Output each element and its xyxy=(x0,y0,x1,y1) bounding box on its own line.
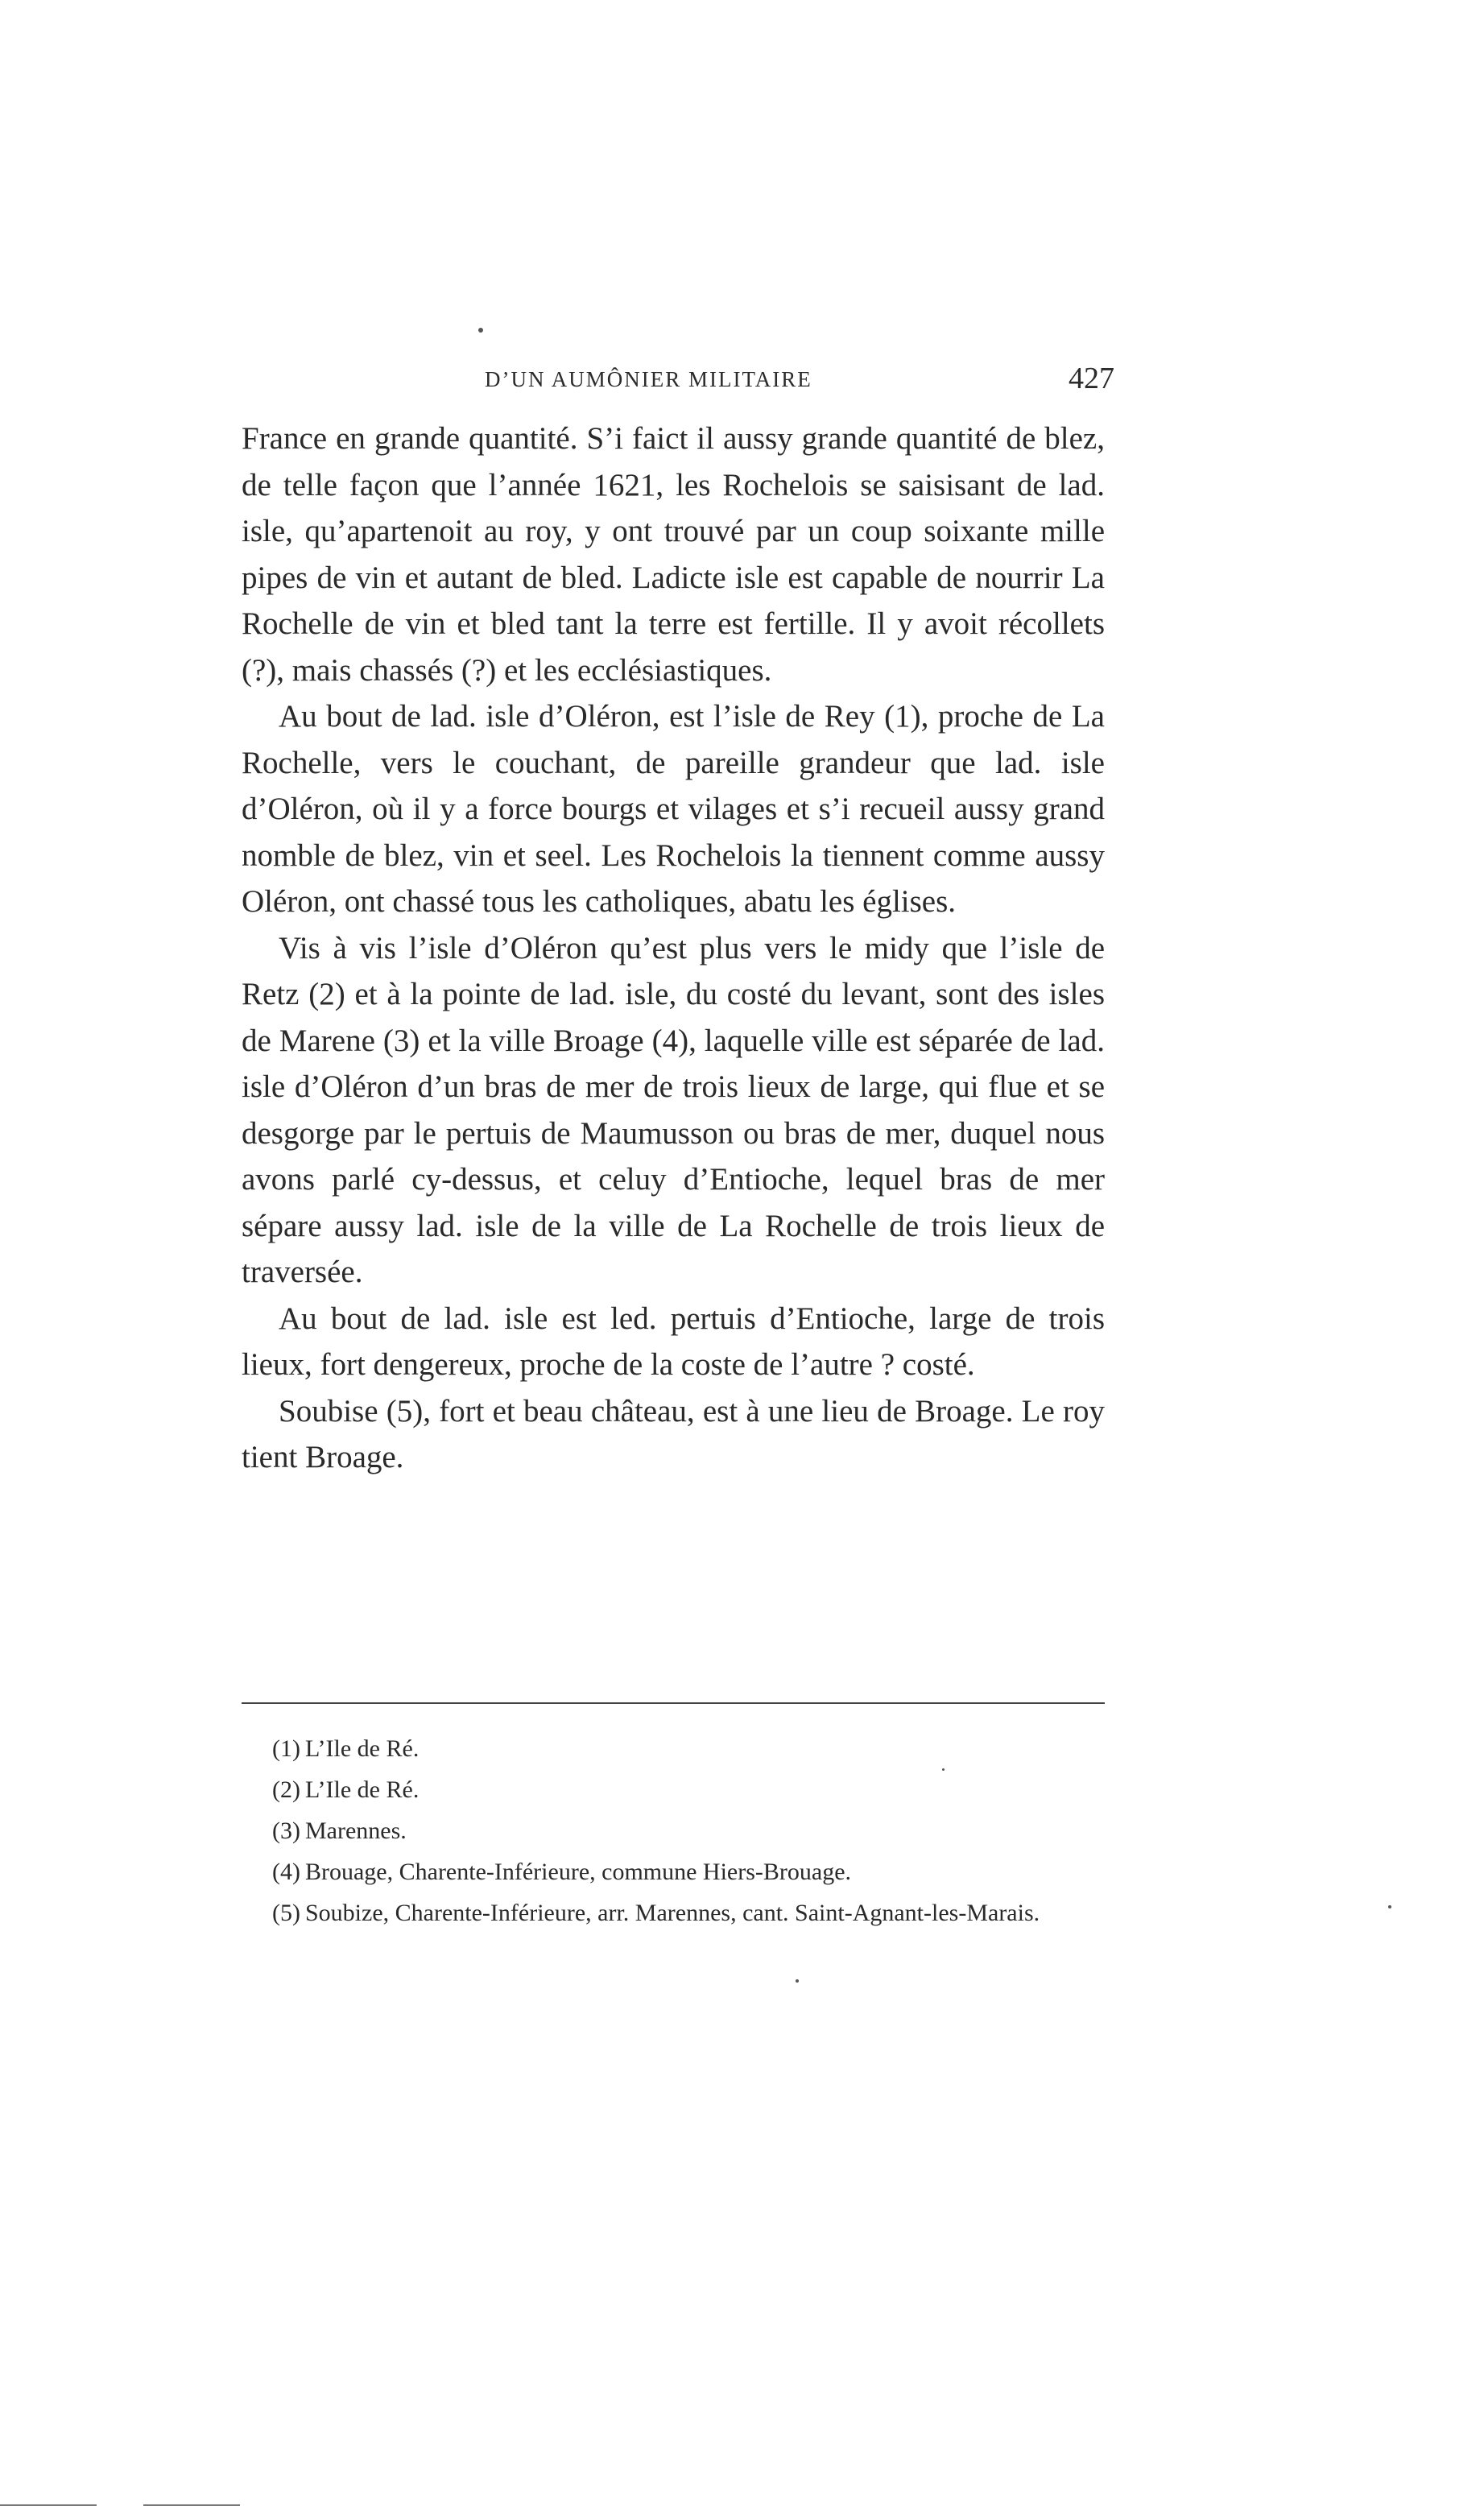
footnote-mark: (3) xyxy=(272,1817,300,1844)
footnote xyxy=(242,1810,1105,1851)
footnote-text: Marennes. xyxy=(304,1817,407,1844)
footnote-mark: (5) xyxy=(272,1900,300,1926)
footnote-text: L’Ile de Ré. xyxy=(304,1776,420,1803)
page-number: 427 xyxy=(1069,362,1114,395)
footnote xyxy=(242,1728,1105,1769)
paragraph: Au bout de lad. isle est led. pertuis d’Entioche, large de trois lieux, fort dengereux, proche de la coste de l’autre ? costé. xyxy=(242,1300,1105,1382)
scan-speck xyxy=(478,328,483,333)
scan-edge-line xyxy=(143,2504,240,2506)
footnotes xyxy=(242,1728,1105,1933)
footnote-mark: (2) xyxy=(272,1776,300,1803)
scan-speck xyxy=(796,1979,799,1983)
footnote-mark: (1) xyxy=(272,1735,300,1762)
footnote xyxy=(242,1851,1105,1892)
paragraph: Soubise (5), fort et beau château, est à une lieu de Broage. Le roy tient Broage. xyxy=(242,1393,1105,1474)
footnote-text: L’Ile de Ré. xyxy=(304,1735,420,1762)
footnote xyxy=(242,1892,1105,1933)
footnote-text: Brouage, Charente-Inférieure, commune Hiers-Brouage. xyxy=(304,1859,852,1885)
scan-edge-line xyxy=(0,2504,97,2506)
paragraph: Au bout de lad. isle d’Oléron, est l’isle de Rey (1), proche de La Rochelle, vers le couchant, de pareille grandeur que lad. isle d’Oléron, où il y a force bourgs et vilages et s’i recueil aussy grand nomble de blez, vin et seel. Les Rochelois la tiennent comme aussy Oléron, ont chassé tous les catholiques, abatu les églises. xyxy=(242,699,1105,919)
paragraph: France en grande quantité. S’i faict il aussy grande quantité de blez, de telle façon que l’année 1621, les Rochelois se saisisant de lad. isle, qu’apartenoit au roy, y ont trouvé par un coup soixante mille pipes de vin et autant de bled. Ladicte isle est capable de nourrir La Rochelle de vin et bled tant la terre est fertille. Il y avoit récollets (?), mais chassés (?) et les ecclésiastiques. xyxy=(242,421,1105,688)
page-header xyxy=(232,361,1118,409)
body-text xyxy=(242,416,1105,1481)
footnote-mark: (4) xyxy=(272,1859,300,1885)
footnote-text: Soubize, Charente-Inférieure, arr. Marennes, cant. Saint-Agnant-les-Marais. xyxy=(304,1900,1040,1926)
footnote-separator xyxy=(242,1702,1105,1704)
scan-speck xyxy=(1388,1905,1391,1908)
paragraph: Vis à vis l’isle d’Oléron qu’est plus vers le midy que l’isle de Retz (2) et à la pointe de lad. isle, du costé du levant, sont des isles de Marene (3) et la ville Broage (4), laquelle ville est séparée de lad. isle d’Oléron d’un bras de mer de trois lieux de large, qui flue et se desgorge par le pertuis de Maumusson ou bras de mer, duquel nous avons parlé cy-dessus, et celuy d’Entioche, lequel bras de mer sépare aussy lad. isle de la ville de La Rochelle de trois lieux de traversée. xyxy=(242,930,1105,1289)
running-title: D’UN AUMÔNIER MILITAIRE xyxy=(485,367,812,391)
footnote xyxy=(242,1769,1105,1810)
